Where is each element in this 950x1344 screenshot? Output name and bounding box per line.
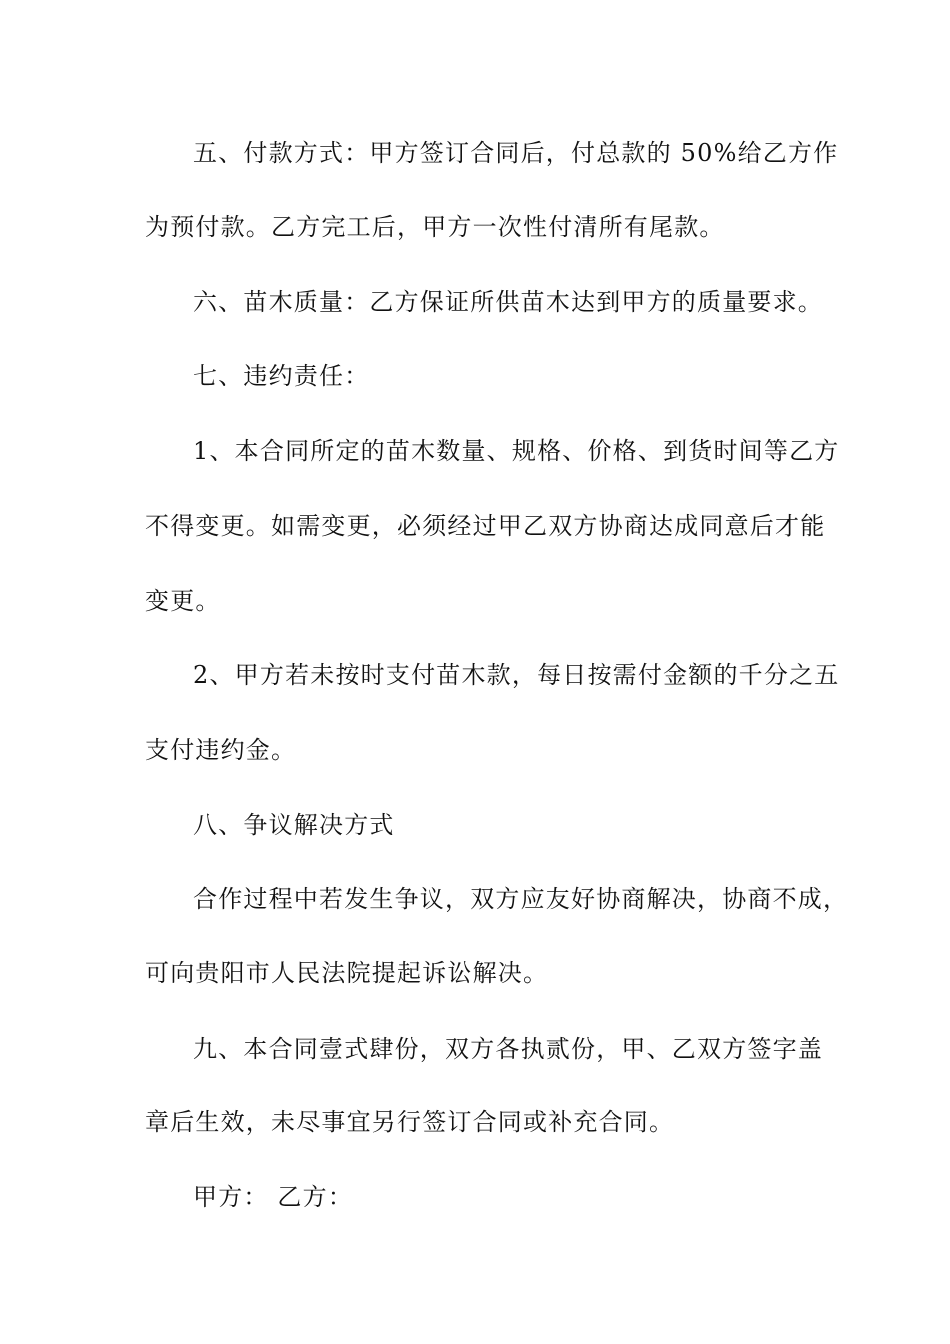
clause-5-line-1: 五、付款方式：甲方签订合同后，付总款的 50%给乙方作 [193,139,839,167]
clause-7-item-1-line-2: 不得变更。如需变更，必须经过甲乙双方协商达成同意后才能 [145,512,826,540]
clause-8-line-1: 合作过程中若发生争议，双方应友好协商解决，协商不成， [193,885,849,913]
clause-7-item-1-line-1: 1、本合同所定的苗木数量、规格、价格、到货时间等乙方 [193,437,840,465]
clause-7-item-1-line-3: 变更。 [145,587,221,615]
clause-5-line-2: 为预付款。乙方完工后，甲方一次性付清所有尾款。 [145,213,725,241]
clause-7-item-2-line-2: 支付违约金。 [145,736,297,764]
clause-6-line-1: 六、苗木质量：乙方保证所供苗木达到甲方的质量要求。 [193,288,823,316]
signature-line: 甲方： 乙方： [193,1183,354,1211]
clause-8-heading: 八、争议解决方式 [193,811,395,839]
clause-7-heading: 七、违约责任： [193,362,370,390]
clause-8-line-2: 可向贵阳市人民法院提起诉讼解决。 [145,959,549,987]
clause-9-line-2: 章后生效，未尽事宜另行签订合同或补充合同。 [145,1108,675,1136]
clause-7-item-2-line-1: 2、甲方若未按时支付苗木款，每日按需付金额的千分之五 [193,661,840,689]
clause-9-line-1: 九、本合同壹式肆份，双方各执贰份，甲、乙双方签字盖 [193,1035,823,1063]
